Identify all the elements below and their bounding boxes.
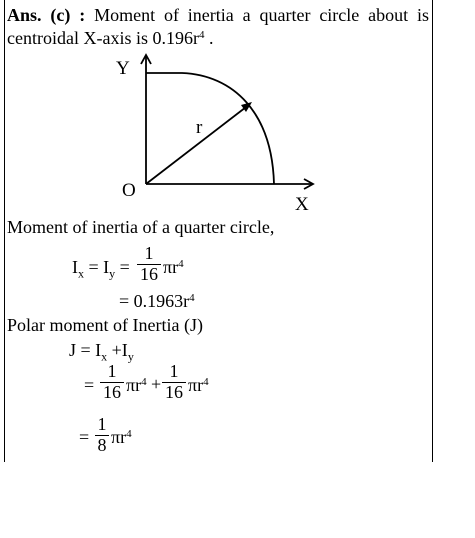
ix-iy-expression: $I_x = I_y$ = [72, 257, 130, 281]
quarter-circle-figure [112, 50, 322, 215]
quarter-circle-arc [146, 73, 274, 184]
radius-line [146, 104, 250, 184]
origin-label: O [122, 180, 136, 201]
fraction-1-over-8: 1 8 [95, 415, 109, 455]
fraction-3-over-16: 1 16 [162, 362, 186, 402]
pi-r4-term-2: $\pi r^4$ [126, 375, 147, 395]
plus-sign: + [151, 374, 162, 394]
equals-sign-3: = [79, 427, 90, 447]
radius-label: r [196, 117, 203, 138]
pi-r4-term-3: $\pi r^4$ [188, 375, 209, 395]
fraction-1-over-16: 1 16 [137, 244, 161, 284]
j-expression: $J = I_x +I_y$ [69, 340, 134, 364]
answer-prefix: Ans. (c) : [7, 5, 86, 25]
pi-r4-term-4: $\pi r^4$ [111, 427, 132, 447]
polar-heading: Polar moment of Inertia (J) [7, 315, 203, 335]
x-label: X [295, 194, 309, 215]
result-line: = $0.1963r^4$ [119, 291, 195, 311]
answer-header [7, 4, 429, 50]
pi-r4-term-1: $\pi r^4$ [163, 257, 184, 277]
fraction-2-over-16: 1 16 [100, 362, 124, 402]
answer-exponent: 4 [198, 29, 205, 41]
line-moment-quarter-circle: Moment of inertia of a quarter circle, [7, 217, 275, 237]
y-label: Y [116, 58, 130, 79]
equals-sign-2: = [84, 375, 95, 395]
answer-suffix: . [204, 28, 214, 48]
answer-text: Moment of inertia a quarter circle about is centroidal X-axis is 0.196r [7, 5, 430, 48]
